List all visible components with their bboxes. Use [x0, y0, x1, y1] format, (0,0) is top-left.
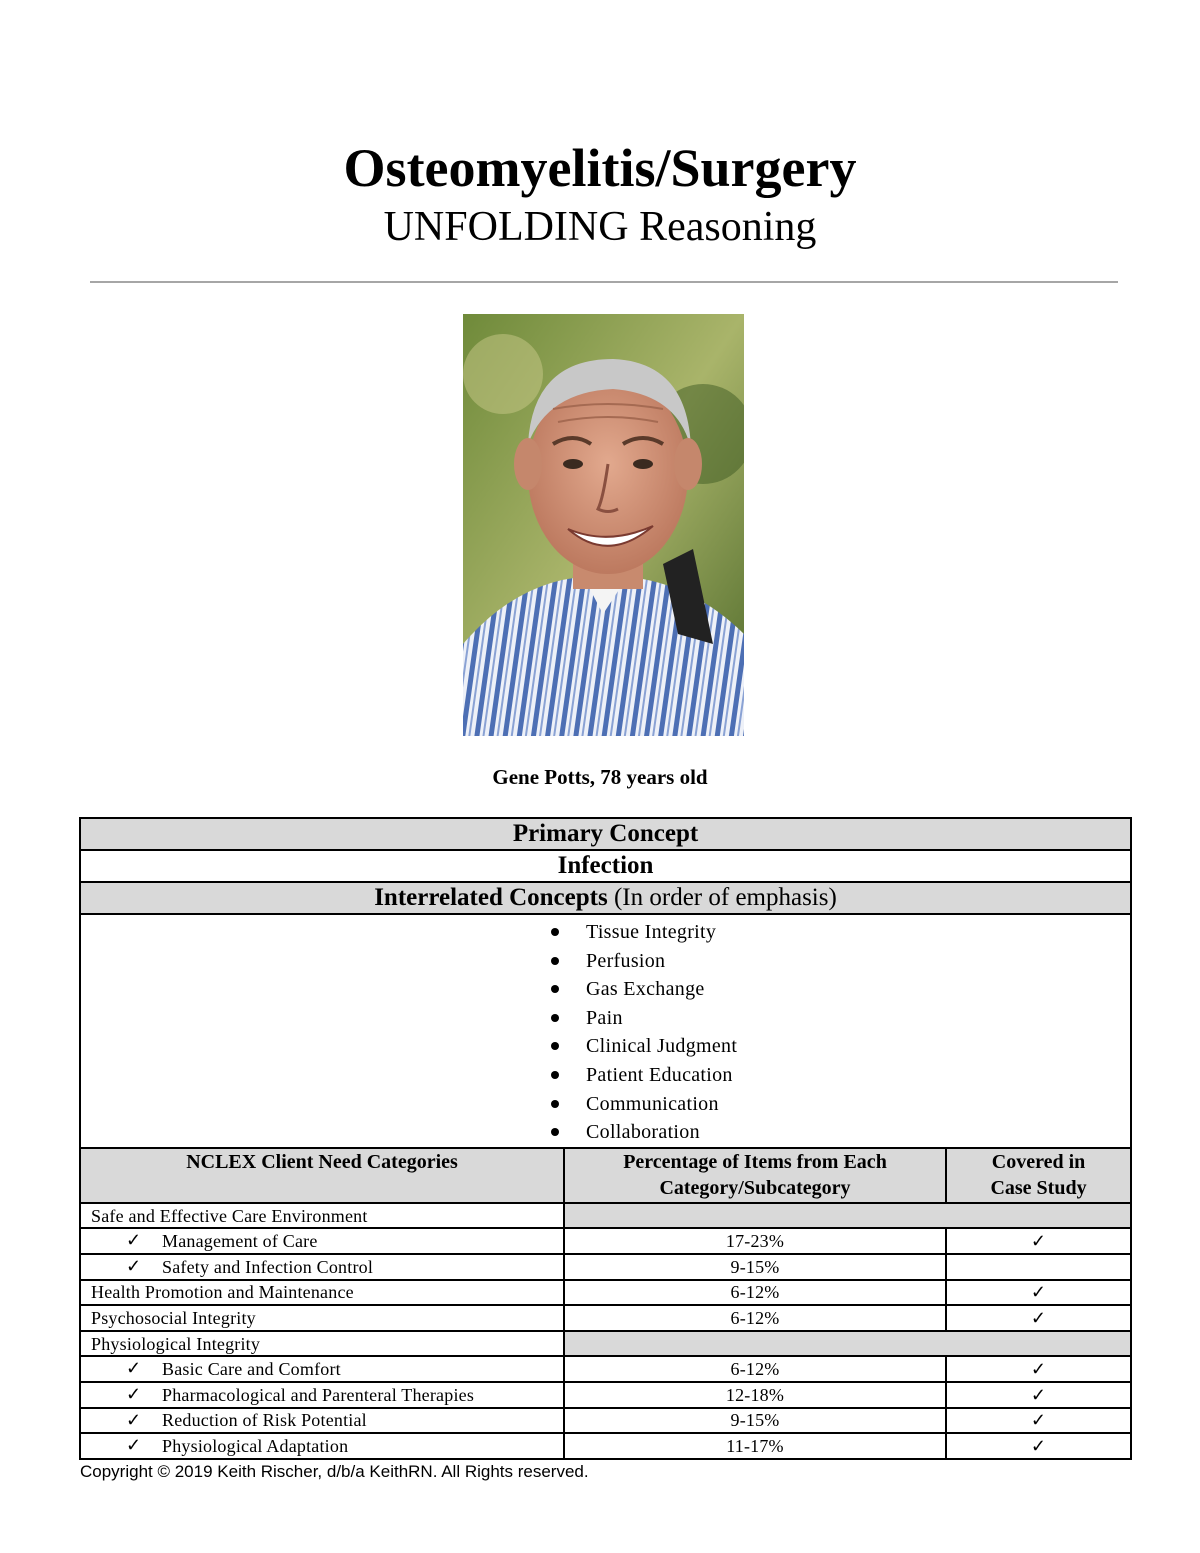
- covered-checkmark-icon: [946, 1254, 1131, 1280]
- covered-checkmark-icon: ✓: [946, 1408, 1131, 1434]
- bullet-icon: [551, 1128, 559, 1136]
- percentage-cell: 12-18%: [564, 1382, 946, 1408]
- table-row: [80, 1203, 1131, 1229]
- covered-checkmark-icon: ✓: [946, 1356, 1131, 1382]
- checkmark-icon: ✓: [126, 1383, 142, 1404]
- checkmark-icon: ✓: [126, 1255, 142, 1276]
- covered-checkmark-icon: ✓: [946, 1228, 1131, 1254]
- interrelated-concepts-header: [80, 882, 1131, 914]
- category-cell: Physiological Integrity: [80, 1331, 564, 1357]
- list-item: Clinical Judgment: [551, 1032, 1130, 1061]
- covered-checkmark-icon: ✓: [946, 1305, 1131, 1331]
- checkmark-icon: ✓: [126, 1230, 142, 1251]
- category-cell: ✓ Basic Care and Comfort: [80, 1356, 564, 1382]
- table-row: [80, 1433, 1131, 1459]
- percentage-cell: 9-15%: [564, 1254, 946, 1280]
- interrelated-concepts-list: [80, 914, 1131, 1148]
- category-cell: ✓ Safety and Infection Control: [80, 1254, 564, 1280]
- category-spacer: [564, 1331, 1131, 1357]
- patient-caption: Gene Potts, 78 years old: [492, 765, 708, 789]
- list-item: Patient Education: [551, 1061, 1130, 1090]
- bullet-icon: [551, 1042, 559, 1050]
- list-item: Gas Exchange: [551, 975, 1130, 1004]
- percentage-cell: 6-12%: [564, 1280, 946, 1306]
- covered-checkmark-icon: ✓: [946, 1280, 1131, 1306]
- percentage-cell: 6-12%: [564, 1305, 946, 1331]
- bullet-icon: [551, 1100, 559, 1108]
- primary-concept-label: Primary Concept: [80, 818, 1131, 850]
- category-cell: ✓ Management of Care: [80, 1228, 564, 1254]
- primary-concept-value: Infection: [80, 850, 1131, 882]
- category-cell: Safe and Effective Care Environment: [80, 1203, 564, 1229]
- category-cell: Psychosocial Integrity: [80, 1305, 564, 1331]
- percentage-cell: 17-23%: [564, 1228, 946, 1254]
- title-divider: [90, 281, 1118, 283]
- copyright-notice: Copyright © 2019 Keith Rischer, d/b/a KeithRN. All Rights reserved.: [80, 1462, 589, 1481]
- checkmark-icon: ✓: [126, 1435, 142, 1456]
- concept-table: [79, 817, 1132, 1460]
- table-row: [80, 1305, 1131, 1331]
- category-cell: ✓ Reduction of Risk Potential: [80, 1408, 564, 1434]
- table-row: [80, 1382, 1131, 1408]
- category-cell: ✓ Physiological Adaptation: [80, 1433, 564, 1459]
- table-row: [80, 1408, 1131, 1434]
- interrelated-concepts-label: Interrelated Concepts: [374, 884, 608, 911]
- nclex-col-header-categories: NCLEX Client Need Categories: [80, 1148, 564, 1203]
- category-cell: ✓ Pharmacological and Parenteral Therapies: [80, 1382, 564, 1408]
- page-title: Osteomyelitis/Surgery: [343, 138, 857, 198]
- covered-checkmark-icon: ✓: [946, 1382, 1131, 1408]
- interrelated-concepts-note: (In order of emphasis): [607, 884, 837, 911]
- table-row: [80, 1254, 1131, 1280]
- percentage-cell: 9-15%: [564, 1408, 946, 1434]
- bullet-icon: [551, 957, 559, 965]
- category-cell: Health Promotion and Maintenance: [80, 1280, 564, 1306]
- patient-photo: [463, 314, 744, 736]
- table-row: [80, 1356, 1131, 1382]
- percentage-cell: 11-17%: [564, 1433, 946, 1459]
- bullet-icon: [551, 985, 559, 993]
- nclex-col-header-covered: Covered in Case Study: [946, 1148, 1131, 1203]
- list-item: Communication: [551, 1090, 1130, 1119]
- list-item: Perfusion: [551, 947, 1130, 976]
- list-item: Tissue Integrity: [551, 918, 1130, 947]
- list-item: Pain: [551, 1004, 1130, 1033]
- bullet-icon: [551, 928, 559, 936]
- nclex-col-header-percentage: Percentage of Items from Each Category/Subcategory: [564, 1148, 946, 1203]
- table-row: [80, 1280, 1131, 1306]
- page-subtitle: UNFOLDING Reasoning: [383, 204, 817, 250]
- table-row: [80, 1331, 1131, 1357]
- table-row: [80, 1228, 1131, 1254]
- bullet-icon: [551, 1014, 559, 1022]
- checkmark-icon: ✓: [126, 1409, 142, 1430]
- checkmark-icon: ✓: [126, 1358, 142, 1379]
- category-spacer: [564, 1203, 1131, 1229]
- percentage-cell: 6-12%: [564, 1356, 946, 1382]
- covered-checkmark-icon: ✓: [946, 1433, 1131, 1459]
- list-item: Collaboration: [551, 1118, 1130, 1147]
- bullet-icon: [551, 1071, 559, 1079]
